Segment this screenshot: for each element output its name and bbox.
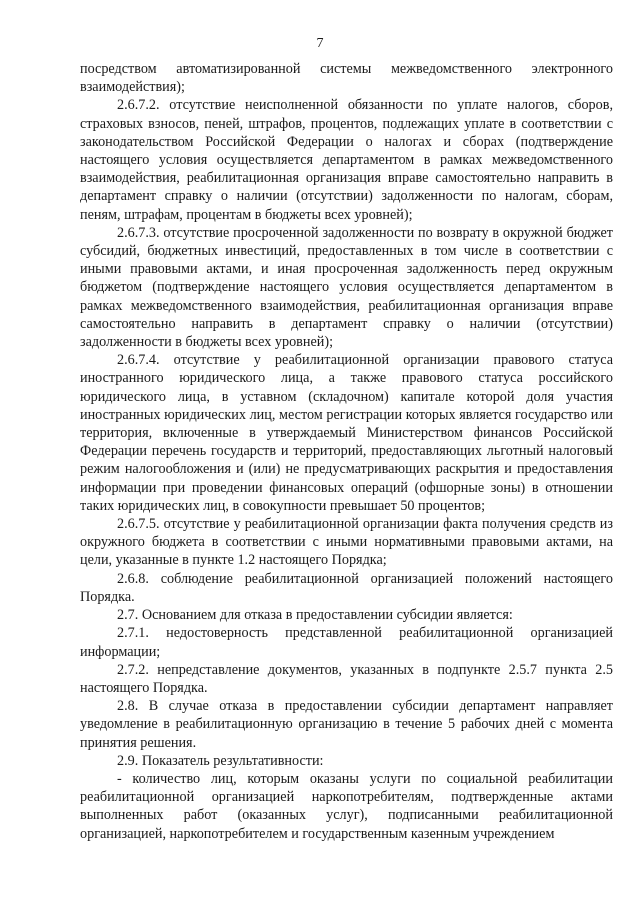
paragraph-2-6-7-3: 2.6.7.3. отсутствие просроченной задолженности по возврату в окружной бюджет субсидий, бюджетных инвестиций, предоставленных в том числе в соответствии с иными правовыми актами, и иная просроченная задолженность перед окружным бюджетом (подтверждение настоящего условия осуществляется департаментом в рамках межведомственного взаимодействия, реабилитационная организация вправе самостоятельно направить в департамент справку о наличии (отсутствии) задолженности в бюджеты всех уровней); (80, 224, 613, 351)
paragraph-2-6-7-2: 2.6.7.2. отсутствие неисполненной обязанности по уплате налогов, сборов, страховых взносов, пеней, штрафов, процентов, подлежащих уплате в соответствии с законодательством Российской Федерации о налогах и сборах (подтверждение настоящего условия осуществляется департаментом в рамках межведомственного взаимодействия, реабилитационная организация вправе самостоятельно направить в департамент справку о наличии (отсутствии) задолженности по налогам, сборам, пеням, штрафам, процентам в бюджеты всех уровней); (80, 97, 613, 223)
page-number: 7 (316, 36, 324, 51)
paragraph-2-7: 2.7. Основанием для отказа в предоставлении субсидии является: (117, 607, 513, 624)
document-body (80, 60, 613, 843)
paragraph-2-6-7-4: 2.6.7.4. отсутствие у реабилитационной организации правового статуса иностранного юридического лица, а также правового статуса российского юридического лица, в уставном (складочном) капитале которой доля участия иностранных юридических лиц, местом регистрации которых является государство или территория, включенные в утверждаемый Министерством финансов Российской Федерации перечень государств и территорий, предоставляющих льготный налоговый режим налогообложения и (или) не предусматривающих раскрытия и предоставления информации при проведении финансовых операций (офшорные зоны) в отношении таких юридических лиц, в совокупности превышает 50 процентов; (80, 352, 613, 514)
paragraph-2-8: 2.8. В случае отказа в предоставлении субсидии департамент направляет уведомление в реабилитационную организацию в течение 5 рабочих дней с момента принятия решения. (80, 698, 613, 751)
paragraph-2-9-bullet: - количество лиц, которым оказаны услуги по социальной реабилитации реабилитационной организацией наркопотребителям, подтвержденные актами выполненных работ (оказанных услуг), подписанными реабилитационной организацией, наркопотребителем и государственным казенным учреждением (80, 770, 613, 842)
paragraph-continuation: посредством автоматизированной системы межведомственного электронного взаимодействия); (80, 61, 613, 96)
paragraph-2-7-2: 2.7.2. непредставление документов, указанных в подпункте 2.5.7 пункта 2.5 настоящего Порядка. (80, 661, 613, 696)
paragraph-2-6-8: 2.6.8. соблюдение реабилитационной организацией положений настоящего Порядка. (80, 570, 613, 605)
paragraph-2-9: 2.9. Показатель результативности: (117, 752, 324, 769)
paragraph-2-6-7-5: 2.6.7.5. отсутствие у реабилитационной организации факта получения средств из окружного бюджета в соответствии с иными нормативными правовыми актами, на цели, указанные в пункте 1.2 настоящего Порядка; (80, 516, 613, 569)
paragraph-2-7-1: 2.7.1. недостоверность представленной реабилитационной организацией информации; (80, 625, 613, 660)
